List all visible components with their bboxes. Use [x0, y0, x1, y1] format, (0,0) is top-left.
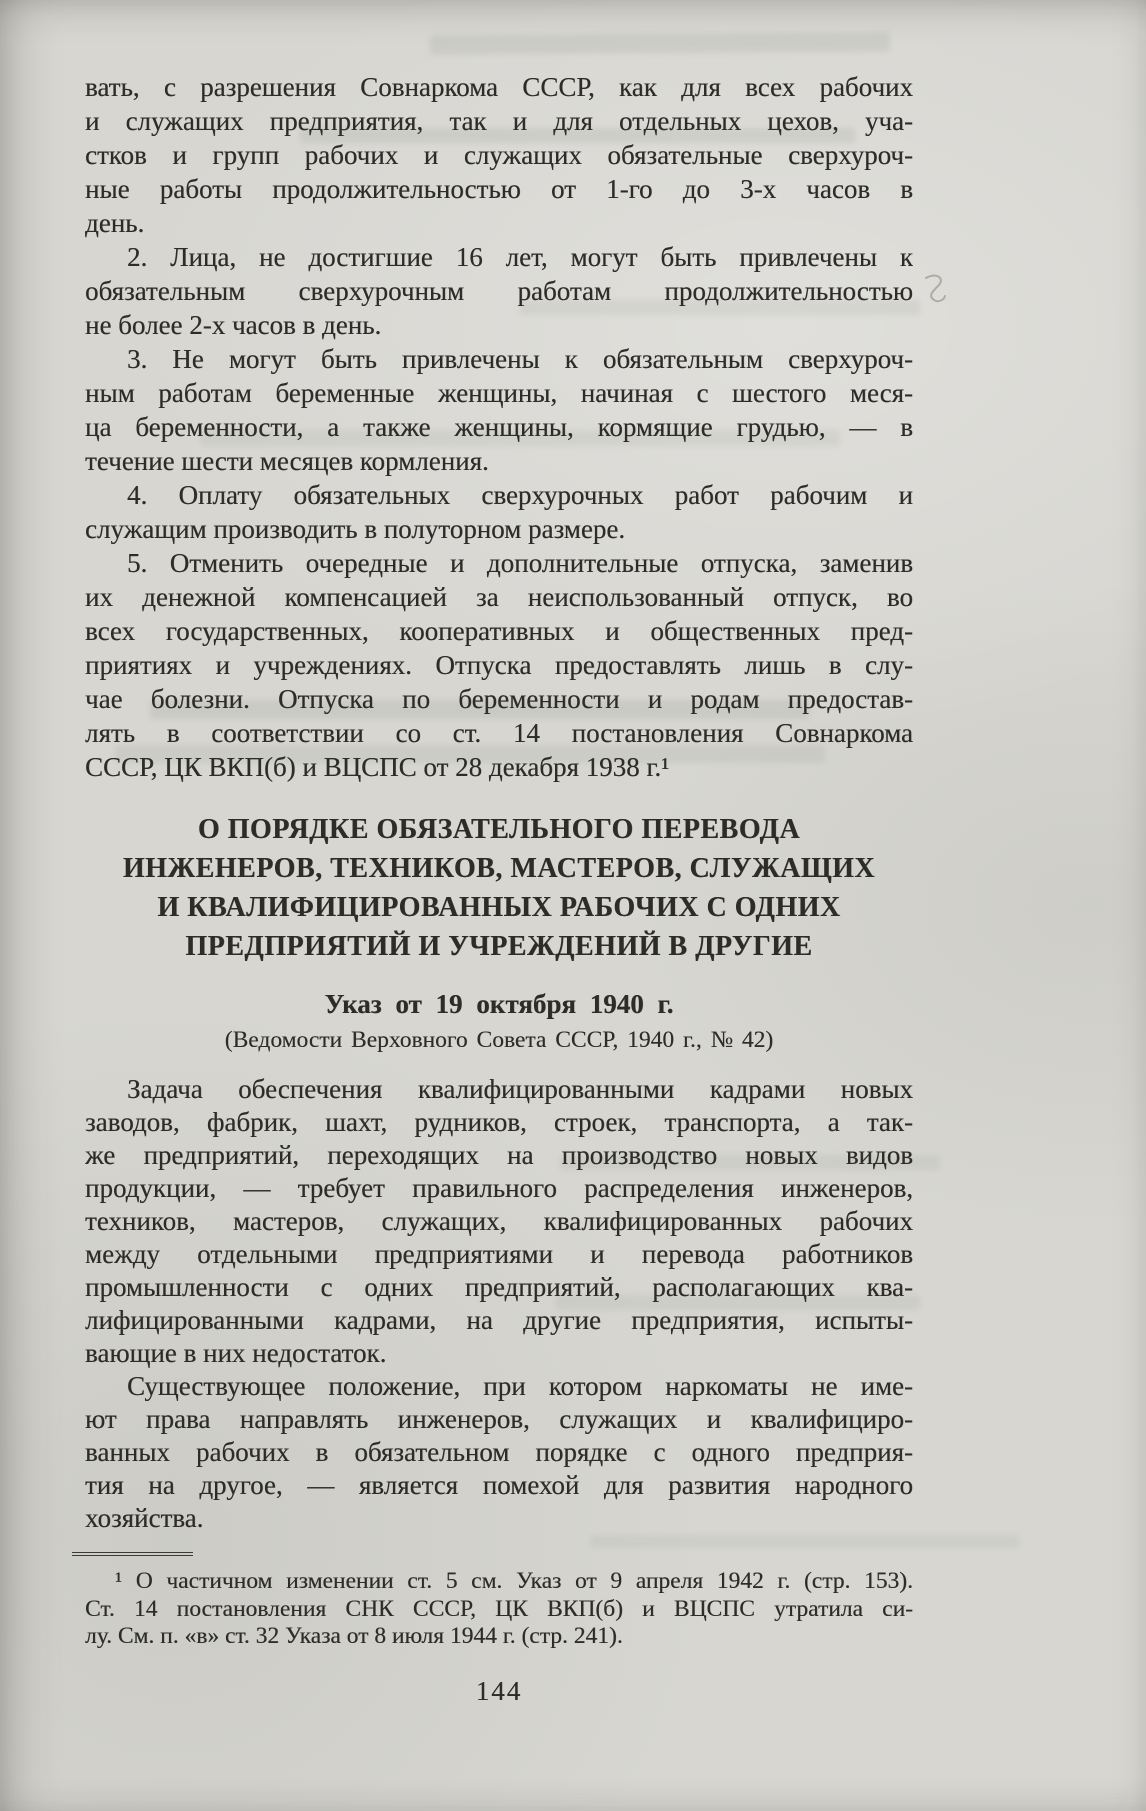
text-line: всех государственных, кооперативных и общественных пред-: [85, 616, 913, 646]
text-line: ют права направлять инженеров, служащих и квалифициро-: [85, 1404, 913, 1434]
paragraph: [85, 1370, 913, 1535]
text-line: техников, мастеров, служащих, квалифицированных рабочих: [85, 1206, 913, 1236]
paragraph: [85, 1073, 913, 1370]
text-line: лу. См. п. «в» ст. 32 Указа от 8 июля 1944 г. (стр. 241).: [85, 1623, 623, 1649]
text-line: приятиях и учреждениях. Отпуска предоставлять лишь в слу-: [85, 650, 913, 680]
text-line: Ст. 14 постановления СНК СССР, ЦК ВКП(б) и ВЦСПС утратила си-: [85, 1595, 913, 1622]
text-line: 2. Лица, не достигшие 16 лет, могут быть привлечены к: [127, 242, 913, 272]
text-line: хозяйства.: [85, 1503, 204, 1533]
pencil-mark: [922, 272, 948, 306]
decree-end-text: [85, 70, 913, 784]
decree-title: [85, 810, 913, 966]
footnote-separator: [72, 1552, 193, 1556]
text-line: лифицированными кадрами, на другие предприятия, испыты-: [85, 1305, 913, 1335]
text-line: тия на другое, — является помехой для развития народного: [85, 1470, 913, 1500]
footnote: [85, 1568, 913, 1651]
text-line: Существующее положение, при котором наркоматы не име-: [127, 1371, 913, 1401]
paragraph: [85, 342, 913, 478]
decree-date: Указ от 19 октября 1940 г.: [324, 989, 674, 1019]
text-line: заводов, фабрик, шахт, рудников, строек, транспорта, а так-: [85, 1107, 913, 1137]
paragraph: [85, 70, 913, 240]
text-line: же предприятий, переходящих на производство новых видов: [85, 1140, 913, 1170]
text-line: ПРЕДПРИЯТИЙ И УЧРЕЖДЕНИЙ В ДРУГИЕ: [185, 931, 813, 962]
text-line: между отдельными предприятиями и перевода работников: [85, 1239, 913, 1269]
page-number: 144: [475, 1675, 523, 1706]
text-line: служащим производить в полуторном размере.: [85, 514, 626, 544]
bleed-through-artifact: [430, 32, 890, 54]
text-line: стков и групп рабочих и служащих обязательные сверхуроч-: [85, 140, 913, 170]
text-line: ванных рабочих в обязательном порядке с одного предприя-: [85, 1437, 913, 1467]
paragraph: [85, 240, 913, 342]
text-line: 3. Не могут быть привлечены к обязательным сверхуроч-: [127, 344, 913, 374]
text-line: ным работам беременные женщины, начиная с шестого меся-: [85, 378, 913, 408]
text-line: и служащих предприятия, так и для отдельных цехов, уча-: [85, 106, 913, 136]
text-line: день.: [85, 208, 145, 238]
text-line: 4. Оплату обязательных сверхурочных работ рабочим и: [127, 480, 913, 510]
text-line: ИНЖЕНЕРОВ, ТЕХНИКОВ, МАСТЕРОВ, СЛУЖАЩИХ: [122, 853, 876, 884]
text-line: И КВАЛИФИЦИРОВАННЫХ РАБОЧИХ С ОДНИХ: [157, 892, 841, 923]
text-line: не более 2-х часов в день.: [85, 310, 382, 340]
text-line: 5. Отменить очередные и дополнительные отпуска, заменив: [127, 548, 913, 578]
text-line: их денежной компенсацией за неиспользованный отпуск, во: [85, 582, 913, 612]
text-line: ¹ О частичном изменении ст. 5 см. Указ от 9 апреля 1942 г. (стр. 153).: [115, 1568, 913, 1594]
text-line: ные работы продолжительностью от 1-го до 3-х часов в: [85, 174, 913, 204]
text-line: лять в соответствии со ст. 14 постановления Совнаркома: [85, 718, 913, 748]
decree-body-text: [85, 1073, 913, 1535]
paragraph: [85, 546, 913, 784]
text-line: СССР, ЦК ВКП(б) и ВЦСПС от 28 декабря 1938 г.¹: [85, 752, 670, 782]
text-line: ца беременности, а также женщины, кормящие грудью, — в: [85, 412, 913, 442]
text-line: вать, с разрешения Совнаркома СССР, как для всех рабочих: [85, 72, 913, 102]
text-line: Задача обеспечения квалифицированными кадрами новых: [127, 1074, 913, 1104]
text-line: промышленности с одних предприятий, располагающих ква-: [85, 1272, 913, 1302]
paragraph: [85, 478, 913, 546]
text-line: продукции, — требует правильного распределения инженеров,: [85, 1173, 913, 1203]
decree-source: (Ведомости Верховного Совета СССР, 1940 г., № 42): [224, 1027, 774, 1053]
text-line: чае болезни. Отпуска по беременности и родам предостав-: [85, 684, 913, 714]
text-line: О ПОРЯДКЕ ОБЯЗАТЕЛЬНОГО ПЕРЕВОДА: [197, 814, 801, 845]
text-line: обязательным сверхурочным работам продолжительностью: [85, 276, 913, 306]
text-line: вающие в них недостаток.: [85, 1338, 387, 1368]
page-text-block: [85, 70, 913, 1707]
text-line: течение шести месяцев кормления.: [85, 446, 489, 476]
